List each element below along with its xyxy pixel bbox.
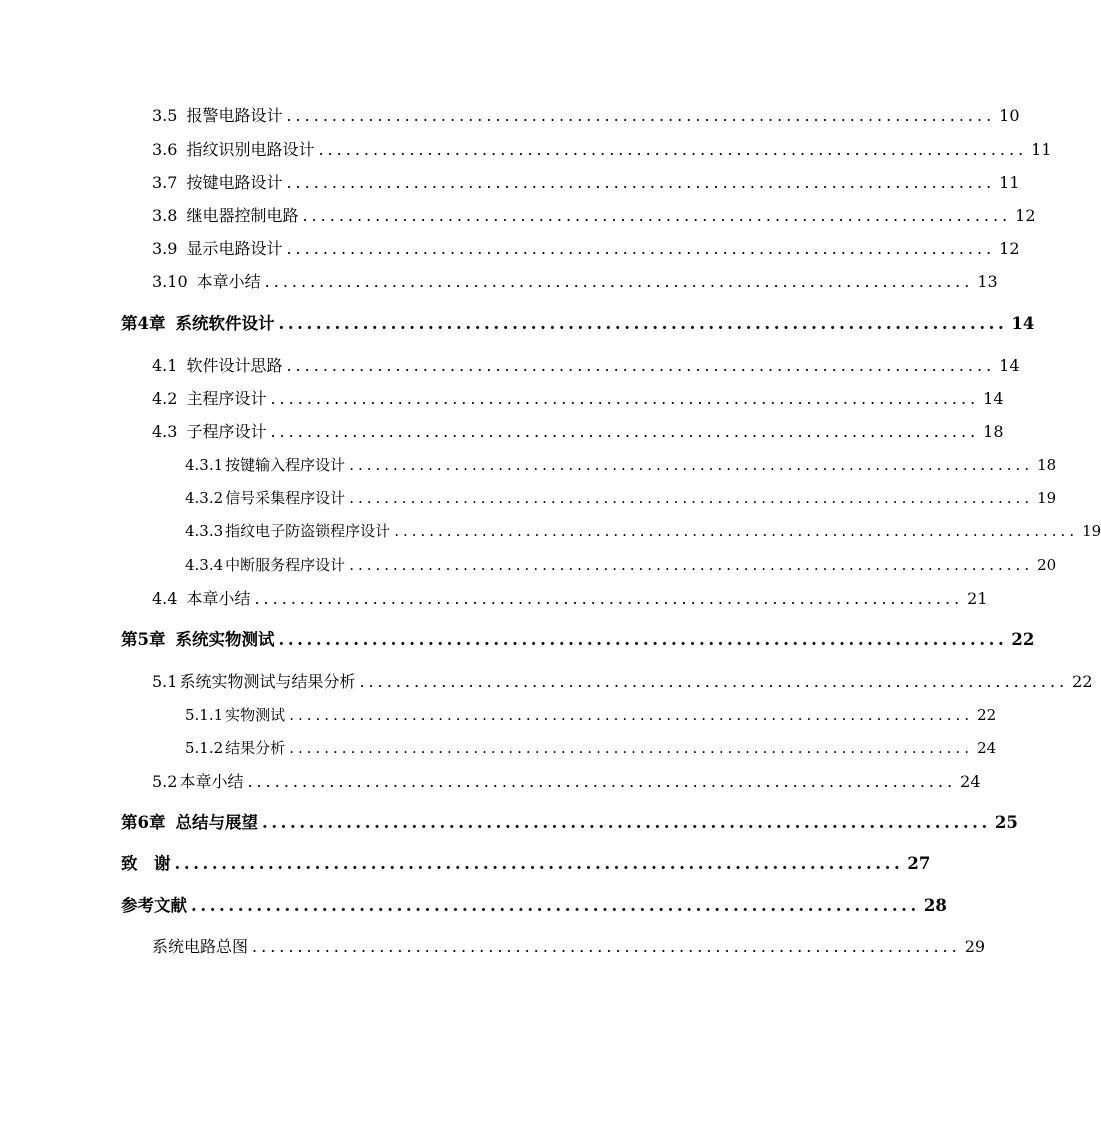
toc-entry-number: 4.1 <box>152 356 178 375</box>
toc-entry-page: 18 <box>1037 456 1057 474</box>
toc-entry-title: 显示电路设计 <box>186 239 283 258</box>
toc-chapter-4[interactable] <box>121 313 1035 335</box>
dot-leader: .............................................................................. <box>254 589 964 608</box>
toc-entry-page: 24 <box>977 739 997 757</box>
toc-chapter-page: 22 <box>1011 630 1035 649</box>
toc-entry-title: 报警电路设计 <box>186 106 283 125</box>
toc-entry-number: 3.7 <box>152 173 178 192</box>
dot-leader: .............................................................................. <box>286 173 996 192</box>
toc-entry-number: 4.2 <box>152 389 178 408</box>
toc-entry-4-3[interactable] <box>152 421 1004 443</box>
toc-chapter-number: 第4章 <box>121 314 166 333</box>
toc-entry-title: 继电器控制电路 <box>186 206 299 225</box>
dot-leader: .............................................................................. <box>270 389 980 408</box>
toc-entry-page: 10 <box>999 106 1020 125</box>
dot-leader: .............................................................................. <box>286 106 996 125</box>
toc-entry-number: 5.1 <box>152 672 178 691</box>
toc-entry-page: 13 <box>977 272 998 291</box>
toc-entry-number: 5.1.2 <box>185 739 224 757</box>
dot-leader: .............................................................................. <box>252 937 961 956</box>
dot-leader: .............................................................................. <box>191 896 920 915</box>
toc-entry-page: 11 <box>999 173 1020 192</box>
toc-chapter-title: 参考文献 <box>121 896 187 915</box>
toc-chapter-page: 25 <box>994 813 1018 832</box>
toc-entry-page: 11 <box>1031 140 1052 159</box>
toc-acknowledgements[interactable] <box>121 853 931 875</box>
toc-entry-number: 5.2 <box>152 772 178 791</box>
toc-entry-4-2[interactable] <box>152 388 1004 410</box>
toc-entry-page: 19 <box>1082 522 1101 540</box>
toc-references[interactable] <box>121 895 947 917</box>
toc-entry-4-1[interactable] <box>152 355 1020 377</box>
toc-entry-5-2[interactable] <box>152 771 981 793</box>
toc-entry-page: 22 <box>977 706 997 724</box>
toc-entry-title: 系统实物测试与结果分析 <box>179 672 356 691</box>
toc-entry-5-1-2[interactable] <box>185 737 997 759</box>
toc-entry-page: 18 <box>983 422 1004 441</box>
toc-entry-title: 主程序设计 <box>186 389 267 408</box>
toc-chapter-title: 致 谢 <box>121 854 171 873</box>
toc-entry-4-4[interactable] <box>152 588 988 610</box>
toc-chapter-page: 28 <box>923 896 947 915</box>
toc-entry-number: 3.5 <box>152 106 178 125</box>
toc-chapter-number: 第6章 <box>121 813 166 832</box>
toc-chapter-title: 系统实物测试 <box>175 630 275 649</box>
dot-leader: .............................................................................. <box>289 706 974 724</box>
toc-chapter-page: 14 <box>1011 314 1035 333</box>
toc-entry-3-7[interactable] <box>152 172 1020 194</box>
toc-entry-4-3-4[interactable] <box>185 554 1057 576</box>
toc-entry-title: 本章小结 <box>179 772 244 791</box>
toc-circuit-diagram[interactable] <box>152 936 986 958</box>
toc-entry-title: 软件设计思路 <box>186 356 283 375</box>
toc-entry-number: 3.6 <box>152 140 178 159</box>
toc-chapter-5[interactable] <box>121 629 1035 651</box>
toc-chapter-title: 总结与展望 <box>175 813 258 832</box>
toc-entry-3-10[interactable] <box>152 271 998 293</box>
toc-entry-title: 结果分析 <box>225 739 286 757</box>
dot-leader: .............................................................................. <box>247 772 957 791</box>
toc-entry-page: 14 <box>999 356 1020 375</box>
toc-entry-number: 4.3.2 <box>185 489 224 507</box>
toc-entry-title: 按键电路设计 <box>186 173 283 192</box>
toc-entry-4-3-1[interactable] <box>185 454 1057 476</box>
toc-entry-title: 系统电路总图 <box>152 937 249 956</box>
toc-entry-number: 4.3.3 <box>185 522 224 540</box>
toc-entry-number: 5.1.1 <box>185 706 224 724</box>
dot-leader: .............................................................................. <box>302 206 1012 225</box>
toc-entry-page: 24 <box>960 772 981 791</box>
toc-entry-3-5[interactable] <box>152 105 1020 127</box>
toc-chapter-number: 第5章 <box>121 630 166 649</box>
dot-leader: .............................................................................. <box>278 630 1008 649</box>
toc-entry-page: 29 <box>964 937 986 956</box>
toc-entry-number: 4.3 <box>152 422 178 441</box>
dot-leader: .............................................................................. <box>261 813 991 832</box>
toc-entry-title: 子程序设计 <box>186 422 267 441</box>
toc-entry-title: 指纹识别电路设计 <box>186 140 315 159</box>
toc-entry-page: 21 <box>967 589 988 608</box>
toc-entry-number: 4.3.4 <box>185 556 224 574</box>
dot-leader: .............................................................................. <box>349 489 1034 507</box>
toc-entry-title: 本章小结 <box>186 589 251 608</box>
dot-leader: .............................................................................. <box>289 739 974 757</box>
dot-leader: .............................................................................. <box>174 854 904 873</box>
toc-entry-title: 本章小结 <box>196 272 261 291</box>
dot-leader: .............................................................................. <box>270 422 980 441</box>
dot-leader: .............................................................................. <box>286 239 996 258</box>
toc-entry-number: 4.3.1 <box>185 456 224 474</box>
toc-entry-page: 22 <box>1072 672 1093 691</box>
toc-entry-number: 3.10 <box>152 272 188 291</box>
dot-leader: .............................................................................. <box>286 356 996 375</box>
dot-leader: .............................................................................. <box>349 456 1034 474</box>
toc-entry-3-8[interactable] <box>152 205 1036 227</box>
toc-entry-5-1[interactable] <box>152 671 1093 693</box>
toc-entry-3-9[interactable] <box>152 238 1020 260</box>
toc-chapter-title: 系统软件设计 <box>175 314 275 333</box>
toc-entry-number: 3.9 <box>152 239 178 258</box>
toc-entry-4-3-3[interactable] <box>185 520 1101 542</box>
toc-entry-5-1-1[interactable] <box>185 704 997 726</box>
toc-entry-page: 19 <box>1037 489 1057 507</box>
dot-leader: .............................................................................. <box>359 672 1069 691</box>
toc-entry-3-6[interactable] <box>152 139 1052 161</box>
dot-leader: .............................................................................. <box>264 272 974 291</box>
toc-entry-title: 按键输入程序设计 <box>225 456 346 474</box>
dot-leader: .............................................................................. <box>278 314 1008 333</box>
dot-leader: .............................................................................. <box>394 522 1079 540</box>
toc-entry-title: 信号采集程序设计 <box>225 489 346 507</box>
toc-chapter-page: 27 <box>907 854 931 873</box>
toc-entry-4-3-2[interactable] <box>185 487 1057 509</box>
toc-entry-number: 3.8 <box>152 206 178 225</box>
toc-entry-page: 12 <box>1015 206 1036 225</box>
toc-chapter-6[interactable] <box>121 812 1018 834</box>
toc-entry-page: 14 <box>983 389 1004 408</box>
dot-leader: .............................................................................. <box>349 556 1034 574</box>
toc-entry-title: 中断服务程序设计 <box>225 556 346 574</box>
toc-entry-page: 12 <box>999 239 1020 258</box>
toc-entry-number: 4.4 <box>152 589 178 608</box>
toc-entry-page: 20 <box>1037 556 1057 574</box>
toc-entry-title: 实物测试 <box>225 706 286 724</box>
dot-leader: .............................................................................. <box>318 140 1028 159</box>
toc-entry-title: 指纹电子防盗锁程序设计 <box>225 522 391 540</box>
